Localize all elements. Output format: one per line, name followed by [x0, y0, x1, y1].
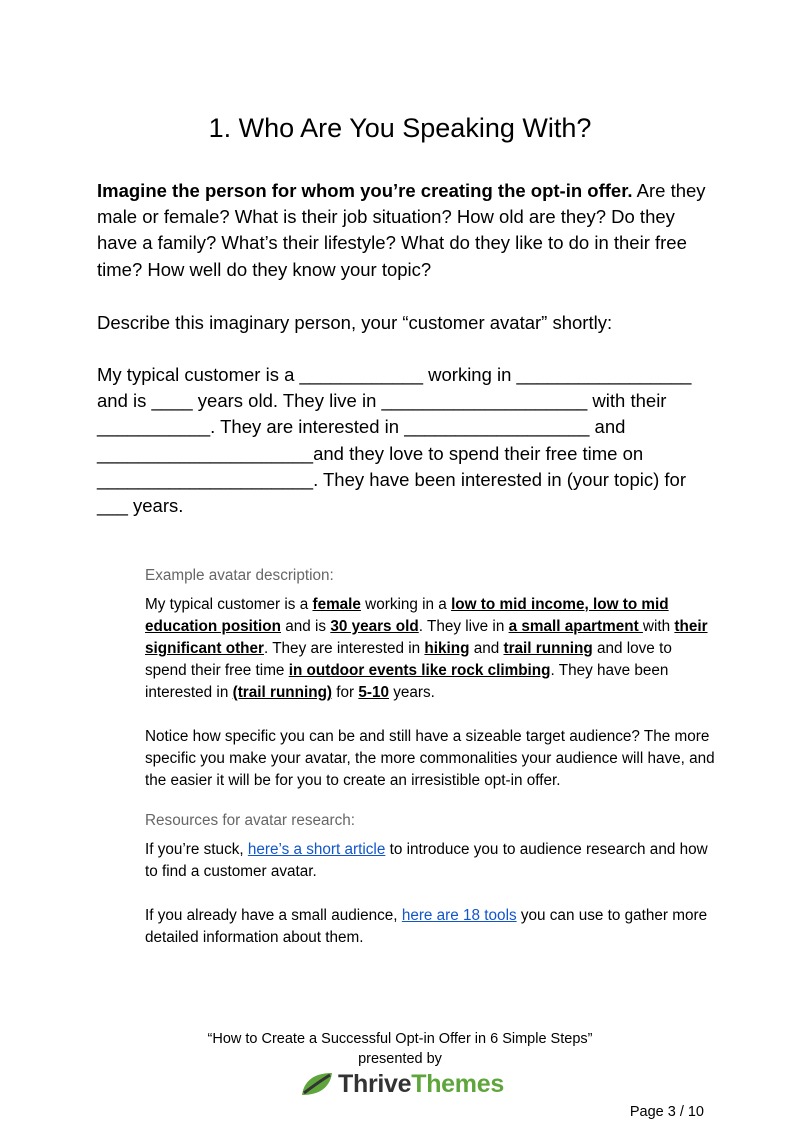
logo-word-themes: Themes: [411, 1069, 504, 1098]
resources-heading: Resources for avatar research:: [145, 812, 355, 829]
example-highlight: in outdoor events like rock climbing: [288, 662, 551, 679]
footer-book-title: “How to Create a Successful Opt-in Offer in 6 Simple Steps”: [207, 1031, 593, 1047]
page-title: 1. Who Are You Speaking With?: [208, 113, 592, 143]
example-text: and: [469, 640, 504, 657]
resource-paragraph-1: [145, 839, 715, 883]
example-section: [145, 565, 715, 792]
example-highlight: trail running: [503, 640, 593, 657]
resource-text: you can use to gather more detailed information about them.: [145, 907, 708, 946]
intro-paragraph: [97, 178, 712, 283]
logo-word-thrive: Thrive: [338, 1069, 412, 1098]
example-highlight: 5-10: [358, 684, 389, 701]
page-number: Page 3 / 10: [629, 1104, 704, 1120]
example-text: for: [332, 684, 359, 701]
resource-text: to introduce you to audience research and how to find a customer avatar.: [145, 841, 708, 880]
avatar-prompt-text: Describe this imaginary person, your “customer avatar” shortly:: [97, 312, 613, 333]
logo-wordmark: [338, 1070, 504, 1099]
intro-rest: Are they male or female? What is their job situation? How old are they? Do they have a family? What’s their lifestyle? What do they like to do in their free time? How well do they know your topic?: [97, 180, 706, 280]
resource-paragraph-2: [145, 905, 715, 949]
example-text: . They are interested in: [263, 640, 425, 657]
intro-bold: Imagine the person for whom you’re creating the opt-in offer.: [97, 180, 633, 201]
notice-paragraph: Notice how specific you can be and still have a sizeable target audience? The more specific you make your avatar, the more commonalities your audience will have, and the easier it will be for you to create an irresistible opt-in offer.: [145, 728, 715, 789]
footer: [0, 1029, 800, 1069]
resources-section: [145, 810, 715, 949]
example-text: . They have been interested in: [145, 662, 669, 701]
fill-in-template-text: My typical customer is a ____________ working in _________________ and is ____ years old. They live in ____________________ with their ___________. They are interested in __________________ and _____________________and they love to spend their free time on _____________________. They have been interested in (your topic) for ___ years.: [97, 364, 692, 517]
thrive-themes-logo: [300, 1069, 504, 1099]
leaf-icon: [300, 1071, 334, 1097]
short-article-link[interactable]: here’s a short article: [247, 841, 386, 858]
example-highlight: a small apartment: [508, 618, 643, 635]
fill-in-template: [97, 362, 712, 519]
example-heading: Example avatar description:: [145, 567, 334, 584]
example-text: working in a: [360, 596, 452, 613]
example-highlight: their significant other: [145, 618, 708, 657]
example-text: . They live in: [418, 618, 509, 635]
resource-text: If you’re stuck,: [145, 841, 248, 858]
example-text: My typical customer is a: [145, 596, 313, 613]
eighteen-tools-link[interactable]: here are 18 tools: [401, 907, 517, 924]
example-highlight: (trail running): [232, 684, 333, 701]
example-avatar-text: [145, 594, 715, 704]
example-highlight: hiking: [424, 640, 470, 657]
example-highlight: low to mid income, low to mid education position: [145, 596, 669, 635]
footer-presented-by: presented by: [358, 1051, 442, 1067]
resource-text: If you already have a small audience,: [145, 907, 402, 924]
example-highlight: 30 years old: [330, 618, 419, 635]
example-text: years.: [389, 684, 435, 701]
example-text: with: [642, 618, 675, 635]
example-text: and love to spend their free time: [145, 640, 672, 679]
example-highlight: female: [312, 596, 361, 613]
avatar-prompt: [97, 310, 712, 336]
example-text: and is: [280, 618, 331, 635]
